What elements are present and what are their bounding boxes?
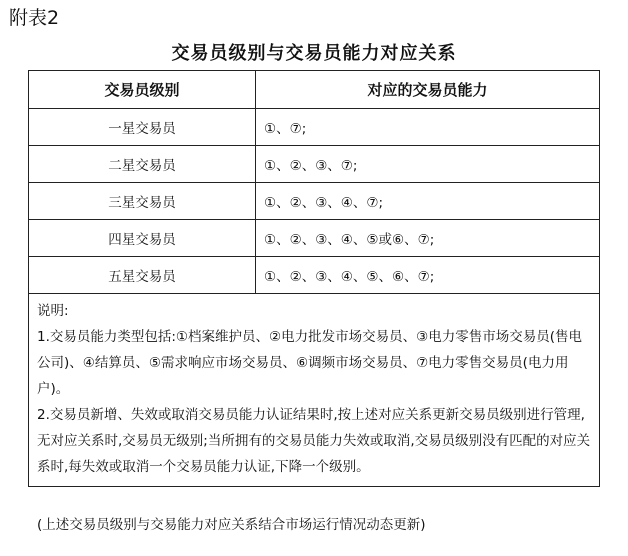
header-ability: 对应的交易员能力 [256, 71, 600, 109]
table-row [29, 220, 600, 257]
level-cell: 四星交易员 [29, 220, 256, 257]
ability-cell: ①、②、③、④、⑦; [256, 183, 600, 220]
document-title: 交易员级别与交易员能力对应关系 [171, 43, 457, 64]
table-row [29, 109, 600, 146]
level-cell: 三星交易员 [29, 183, 256, 220]
ability-cell: ①、②、③、⑦; [256, 146, 600, 183]
table-row [29, 257, 600, 294]
table-row [29, 183, 600, 220]
appendix-label: 附表2 [9, 7, 60, 29]
level-ability-table [28, 70, 600, 487]
ability-cell: ①、⑦; [256, 109, 600, 146]
notes-cell [29, 294, 600, 487]
table-header-row [29, 71, 600, 109]
notes-item-1: 1.交易员能力类型包括:①档案维护员、②电力批发市场交易员、③电力零售市场交易员(售电公司)、④结算员、⑤需求响应市场交易员、⑥调频市场交易员、⑦电力零售交易员(电力用户)。 [37, 329, 583, 397]
table-row [29, 146, 600, 183]
level-cell: 一星交易员 [29, 109, 256, 146]
ability-cell: ①、②、③、④、⑤或⑥、⑦; [256, 220, 600, 257]
level-cell: 五星交易员 [29, 257, 256, 294]
notes-item-2: 2.交易员新增、失效或取消交易员能力认证结果时,按上述对应关系更新交易员级别进行管理,无对应关系时,交易员无级别;当所拥有的交易员能力失效或取消,交易员级别没有匹配的对应关系时,每失效或取消一个交易员能力认证,下降一个级别。 [37, 407, 591, 475]
footnote: (上述交易员级别与交易能力对应关系结合市场运行情况动态更新) [37, 517, 426, 533]
notes-heading: 说明: [37, 303, 69, 319]
header-level: 交易员级别 [29, 71, 256, 109]
notes-row [29, 294, 600, 487]
level-cell: 二星交易员 [29, 146, 256, 183]
ability-cell: ①、②、③、④、⑤、⑥、⑦; [256, 257, 600, 294]
